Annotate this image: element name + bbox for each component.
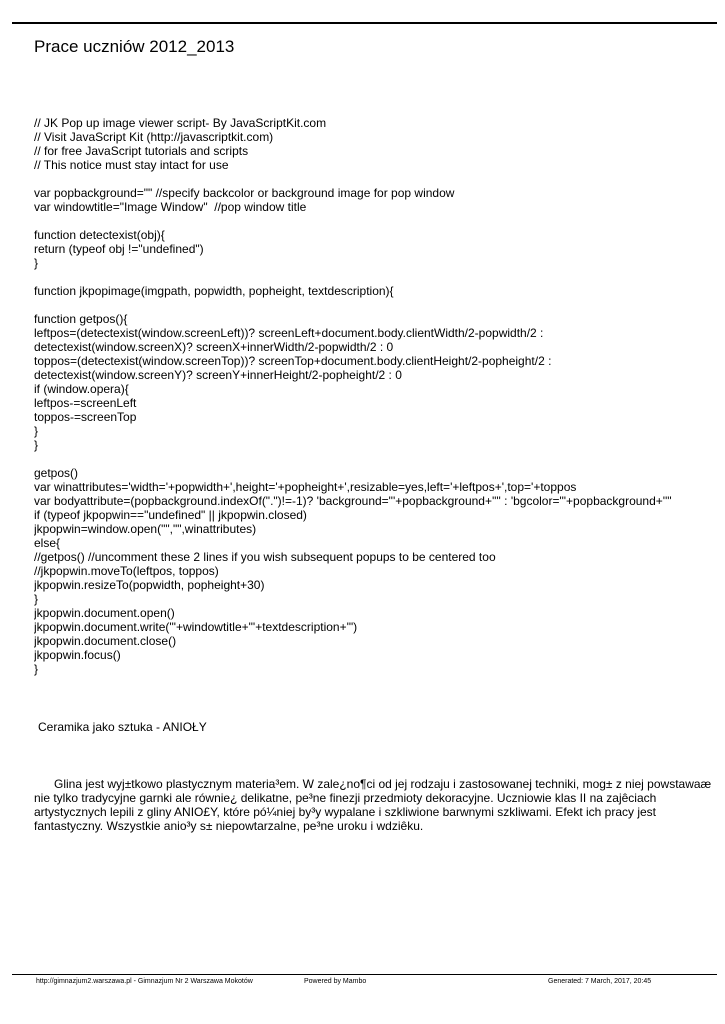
header-rule xyxy=(12,22,717,24)
code-line xyxy=(34,172,672,186)
code-line: leftpos-=screenLeft xyxy=(34,396,137,410)
code-line: function jkpopimage(imgpath, popwidth, popheight, textdescription){ xyxy=(34,284,394,298)
code-line: if (window.opera){ xyxy=(34,382,129,396)
code-line: jkpopwin.document.close() xyxy=(34,634,177,648)
code-line: detectexist(window.screenX)? screenX+innerWidth/2-popwidth/2 : 0 xyxy=(34,340,394,354)
article-heading: Ceramika jako sztuka - ANIOŁY xyxy=(38,720,207,734)
code-block xyxy=(34,116,672,676)
footer-site-link[interactable]: http://gimnazjum2.warszawa.pl - Gimnazjum Nr 2 Warszawa Mokotów xyxy=(36,978,253,985)
code-line: jkpopwin.document.write('"+windowtitle+"'+textdescription+'") xyxy=(34,620,358,634)
article-body-line: nie tylko tradycyjne garnki ale równie¿ delikatne, pe³ne finezji przedmioty dekoracyjne. Uczniowie klas II na zajêciach xyxy=(34,791,657,805)
code-line: // This notice must stay intact for use xyxy=(34,158,229,172)
code-line xyxy=(34,452,672,466)
code-line: //getpos() //uncomment these 2 lines if you wish subsequent popups to be centered too xyxy=(34,550,496,564)
article-body xyxy=(34,777,725,833)
code-line xyxy=(34,270,672,284)
code-line: getpos() xyxy=(34,466,79,480)
code-line: } xyxy=(34,662,39,676)
code-line: // JK Pop up image viewer script- By JavaScriptKit.com xyxy=(34,116,327,130)
code-line: var winattributes='width='+popwidth+',height='+popheight+',resizable=yes,left='+leftpos+',top='+toppos xyxy=(34,480,577,494)
code-line: detectexist(window.screenY)? screenY+innerHeight/2-popheight/2 : 0 xyxy=(34,368,402,382)
code-line: return (typeof obj !="undefined") xyxy=(34,242,204,256)
article-body-line: artystycznych lepili z gliny ANIO£Y, które pó¼niej by³y wypalane i szkliwione barwnymi szkliwami. Efekt ich pracy jest xyxy=(34,805,657,819)
code-line xyxy=(34,214,672,228)
code-line: if (typeof jkpopwin=="undefined" || jkpopwin.closed) xyxy=(34,508,307,522)
code-line: } xyxy=(34,592,39,606)
code-line: jkpopwin.document.open() xyxy=(34,606,175,620)
code-line: else{ xyxy=(34,536,61,550)
code-line: // Visit JavaScript Kit (http://javascriptkit.com) xyxy=(34,130,274,144)
code-line: } xyxy=(34,438,39,452)
footer-rule xyxy=(12,974,717,975)
code-line: toppos-=screenTop xyxy=(34,410,137,424)
page-title: Prace uczniów 2012_2013 xyxy=(34,37,235,56)
article-body-line: fantastyczny. Wszystkie anio³y s± niepowtarzalne, pe³ne uroku i wdziêku. xyxy=(34,819,424,833)
footer-powered-by: Powered by Mambo xyxy=(304,978,367,985)
code-line: jkpopwin=window.open("","",winattributes) xyxy=(34,522,257,536)
code-line xyxy=(34,298,672,312)
code-line: // for free JavaScript tutorials and scripts xyxy=(34,144,249,158)
code-line: function detectexist(obj){ xyxy=(34,228,165,242)
code-line: } xyxy=(34,256,39,270)
code-line: toppos=(detectexist(window.screenTop))? screenTop+document.body.clientHeight/2-popheight/2 : xyxy=(34,354,552,368)
code-line: var popbackground="" //specify backcolor or background image for pop window xyxy=(34,186,455,200)
code-line: jkpopwin.resizeTo(popwidth, popheight+30) xyxy=(34,578,265,592)
code-line: jkpopwin.focus() xyxy=(34,648,121,662)
article-body-line: Glina jest wyj±tkowo plastycznym materia³em. W zale¿no¶ci od jej rodzaju i zastosowanej techniki, mog± z niej powstawaæ xyxy=(34,777,712,791)
code-line: var bodyattribute=(popbackground.indexOf(".")!=-1)? 'background="'+popbackground+'"' : 'bgcolor="'+popbackground+'"' xyxy=(34,494,672,508)
code-line: function getpos(){ xyxy=(34,312,128,326)
code-line: } xyxy=(34,424,39,438)
code-line: var windowtitle="Image Window" //pop window title xyxy=(34,200,307,214)
code-line: //jkpopwin.moveTo(leftpos, toppos) xyxy=(34,564,219,578)
footer-generated-date: Generated: 7 March, 2017, 20:45 xyxy=(548,978,652,985)
code-line: leftpos=(detectexist(window.screenLeft))? screenLeft+document.body.clientWidth/2-popwidth/2 : xyxy=(34,326,544,340)
